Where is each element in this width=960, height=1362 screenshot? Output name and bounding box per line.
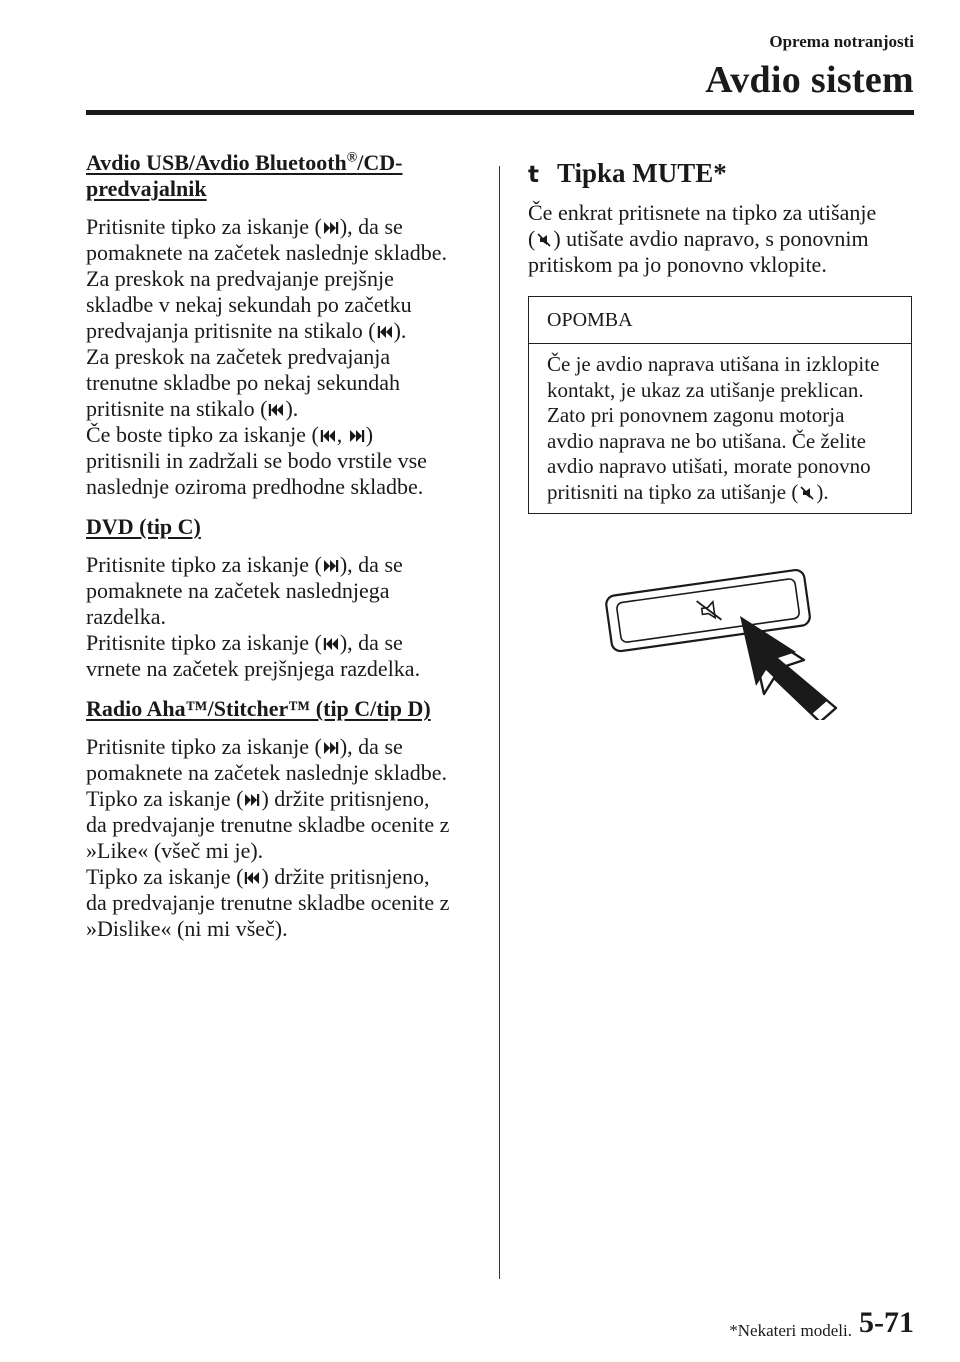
section-heading-mute: t Tipka MUTE*	[528, 158, 727, 188]
skip-next-icon	[323, 221, 339, 235]
skip-next-icon	[323, 741, 339, 755]
mute-button-press-illustration	[602, 560, 842, 720]
note-body: Če je avdio naprava utišana in izklopite kontakt, je ukaz za utišanje preklican. Zato pri ponovnem zagonu motorja avdio naprava ne bo utišana. Če želite avdio napravo utišati, morate ponovno pritisniti na tipko za utišanje ( ).	[547, 352, 880, 504]
skip-previous-icon	[244, 871, 260, 885]
skip-previous-icon	[323, 637, 339, 651]
skip-previous-icon	[377, 325, 393, 339]
header-rule	[86, 110, 914, 115]
skip-next-icon	[323, 559, 339, 573]
footnote: *Nekateri modeli.	[729, 1321, 852, 1340]
paragraph-dvd: Pritisnite tipko za iskanje ( ), da se pomaknete na začetek naslednjega razdelka. Pritisnite tipko za iskanje ( ), da se vrnete na začetek prejšnjega razdelka.	[86, 552, 421, 681]
section-heading-dvd: DVD (tip C)	[86, 514, 201, 539]
section-heading-usb-bluetooth-cd: Avdio USB/Avdio Bluetooth®/CD- predvajalnik	[86, 150, 403, 201]
skip-previous-icon	[320, 429, 336, 443]
running-header-subtitle: Oprema notranjosti	[769, 32, 914, 51]
paragraph-mute: Če enkrat pritisnete na tipko za utišanje ( ) utišate avdio napravo, s ponovnim pritiskom pa jo ponovno vklopite.	[528, 200, 877, 277]
right-column	[528, 158, 918, 278]
section-marker: t	[528, 162, 539, 188]
skip-next-icon	[244, 793, 260, 807]
skip-next-icon	[349, 429, 365, 443]
mute-icon	[536, 233, 552, 247]
left-column	[86, 150, 481, 956]
note-title: OPOMBA	[529, 297, 911, 344]
pointer-arrow	[740, 616, 836, 720]
mute-icon	[799, 486, 815, 500]
paragraph-radio-aha-stitcher: Pritisnite tipko za iskanje ( ), da se pomaknete na začetek naslednje skladbe. Tipko za iskanje ( ) držite pritisnjeno, da predvajanje trenutne skladbe ocenite z »Like« (všeč mi je). Tipko za iskanje ( ) držite pritisnjeno, da predvajanje trenutne skladbe ocenite z »Dislike« (ni mi všeč).	[86, 734, 450, 941]
skip-previous-icon	[268, 403, 284, 417]
note-box	[528, 296, 912, 514]
column-divider	[499, 166, 500, 1279]
running-header-title: Avdio sistem	[705, 59, 914, 101]
paragraph-usb-bluetooth-cd: Pritisnite tipko za iskanje ( ), da se pomaknete na začetek naslednje skladbe. Za preskok na predvajanje prejšnje skladbe v nekaj sekundah po začetku predvajanja pritisnite na stikalo ( ). Za preskok na začetek predvajanja trenutne skladbe po nekaj sekundah pritisnite na stikalo ( ). Če boste tipko za iskanje ( , ) pritisnili in zadržali se bodo vrstile vse naslednje oziroma predhodne skladbe.	[86, 214, 448, 499]
page-number: 5-71	[859, 1306, 914, 1339]
section-heading-radio-aha-stitcher: Radio Aha™/Stitcher™ (tip C/tip D)	[86, 696, 431, 721]
